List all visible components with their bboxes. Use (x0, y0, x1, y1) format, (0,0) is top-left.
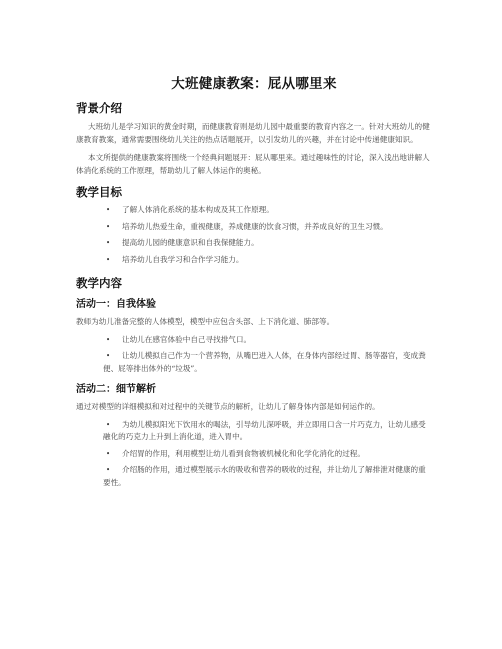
list-item: • 介绍肠的作用，通过模型展示水的吸收和营养的吸收的过程，并让幼儿了解排泄对健康的重要性。 (103, 465, 426, 487)
bullet-icon: • (106, 466, 111, 474)
activity-1-list (76, 334, 432, 376)
list-item: • 让幼儿在感官体验中自己寻找排气口。 (76, 334, 432, 347)
bullet-icon: • (106, 255, 111, 264)
background-paragraph-1: 大班幼儿是学习知识的黄金时期，而健康教育则是幼儿园中最重要的教育内容之一。针对大班幼儿的健康教育教案，通常需要围绕幼儿关注的热点话题展开，以引发幼儿的兴趣，并在讨论中传递健康知识。 (76, 122, 430, 144)
list-item: • 培养幼儿自我学习和合作学习能力。 (76, 254, 432, 267)
list-item: • 培养幼儿热爱生命，重视健康，养成健康的饮食习惯，并养成良好的卫生习惯。 (76, 221, 432, 234)
activity-2-list (76, 419, 432, 490)
bullet-icon: • (106, 239, 111, 247)
list-item: • 介绍胃的作用，利用模型让幼儿看到食物被机械化和化学化消化的过程。 (76, 448, 432, 461)
list-item: • 了解人体消化系统的基本构成及其工作原理。 (76, 204, 432, 217)
list-item: • 让幼儿模拟自己作为一个营养物，从嘴巴进入人体，在身体内部经过胃、肠等器官，变成粪便、屁等排出体外的“垃圾”。 (103, 351, 426, 373)
bullet-icon: • (106, 222, 111, 231)
bullet-icon: • (106, 335, 111, 344)
activity-2-heading: 活动二：细节解析 (76, 384, 156, 395)
list-item: • 提高幼儿园的健康意识和自我保健能力。 (76, 237, 432, 250)
bullet-icon: • (106, 206, 111, 214)
list-item: • 为幼儿模拟阳光下饮用水的喝法，引导幼儿深呼吸，并立即用口含一片巧克力，让幼儿感受融化的巧克力上升到上消化道，进入胃中。 (103, 419, 426, 441)
bullet-icon: • (106, 352, 111, 360)
activity-1-intro: 教师为幼儿准备完整的人体模型，模型中应包含头部、上下消化道、肺部等。 (76, 317, 335, 326)
bullet-icon: • (106, 449, 111, 458)
section-heading-content: 教学内容 (76, 276, 122, 290)
activity-2-intro: 通过对模型的详细模拟和对过程中的关键节点的解析，让幼儿了解身体内部是如何运作的。 (76, 402, 380, 411)
bullet-icon: • (106, 420, 111, 429)
document-title: 大班健康教案：屁从哪里来 (171, 76, 337, 92)
background-paragraph-2: 本文所提供的健康教案将围绕一个经典问题展开：屁从哪里来。通过趣味性的讨论，深入浅出地讲解人体消化系统的工作原理，帮助幼儿了解人体运作的奥秘。 (76, 153, 430, 175)
section-heading-goals: 教学目标 (76, 185, 122, 199)
section-heading-background: 背景介绍 (76, 101, 122, 115)
goals-list (76, 204, 432, 266)
activity-1-heading: 活动一：自我体验 (76, 299, 156, 310)
